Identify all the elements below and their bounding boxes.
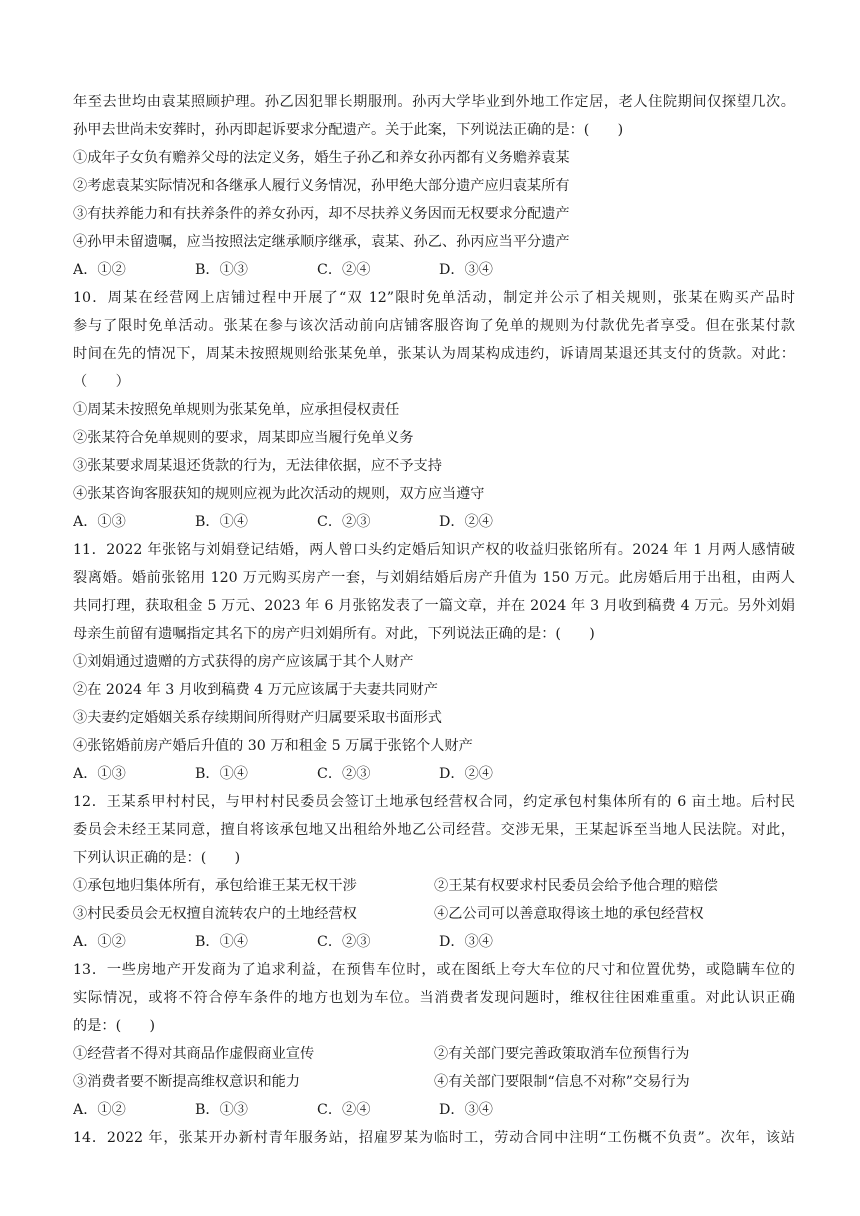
question-12 (73, 792, 795, 960)
option-d: D．③④ (439, 262, 493, 278)
statement: ④张铭婚前房产婚后升值的 30 万和租金 5 万属于张铭个人财产 (73, 738, 473, 754)
question-stem-line: 委员会未经王某同意，擅自将该承包地又出租给外地乙公司经营。交涉无果，王某起诉至当地人民法院。对此， (73, 822, 795, 838)
option-c: C．②③ (317, 766, 371, 782)
statement: ②在 2024 年 3 月收到稿费 4 万元应该属于夫妻共同财产 (73, 682, 438, 698)
question-stem-line: 裂离婚。婚前张铭用 120 万元购买房产一套，与刘娟结婚后房产升值为 150 万元。此房婚后用于出租，由两人 (73, 570, 795, 586)
option-c: C．②④ (317, 262, 371, 278)
option-d: D．③④ (439, 1102, 493, 1118)
statement: ④有关部门要限制“信息不对称”交易行为 (434, 1074, 690, 1090)
question-stem-line: 的是：( ) (73, 1018, 156, 1034)
option-c: C．②④ (317, 1102, 371, 1118)
answer-options (73, 764, 795, 792)
statement-row (73, 1044, 795, 1072)
option-a: A．①② (73, 1102, 126, 1118)
exam-page (73, 92, 795, 1156)
question-stem-line: 共同打理，获取租金 5 万元、2023 年 6 月张铭发表了一篇文章，并在 2024 年 3 月收到稿费 4 万元。另外刘娟 (73, 598, 795, 614)
option-c: C．②③ (317, 514, 371, 530)
option-b: B．①④ (195, 934, 248, 950)
option-b: B．①③ (195, 1102, 248, 1118)
statement: ②有关部门要完善政策取消车位预售行为 (434, 1046, 690, 1062)
question-stem-line: 母亲生前留有遗嘱指定其名下的房产归刘娟所有。对此，下列说法正确的是：( ) (73, 626, 595, 642)
statement-row (73, 904, 795, 932)
question-14 (73, 1128, 795, 1156)
statement: ②张某符合免单规则的要求，周某即应当履行免单义务 (73, 430, 414, 446)
statement: ①刘娟通过遗赠的方式获得的房产应该属于其个人财产 (73, 654, 414, 670)
option-a: A．①② (73, 262, 126, 278)
statement: ④张某咨询客服获知的规则应视为此次活动的规则，双方应当遵守 (73, 486, 485, 502)
statement: ③村民委员会无权擅自流转农户的土地经营权 (73, 906, 357, 922)
statement: ③张某要求周某退还货款的行为，无法律依据，应不予支持 (73, 458, 442, 474)
statement: ④孙甲未留遗嘱，应当按照法定继承顺序继承，袁某、孙乙、孙丙应当平分遗产 (73, 234, 570, 250)
statement: ②考虑袁某实际情况和各继承人履行义务情况，孙甲绝大部分遗产应归袁某所有 (73, 178, 570, 194)
question-stem-line: 孙甲去世尚未安葬时，孙丙即起诉要求分配遗产。关于此案，下列说法正确的是：( ) (73, 122, 624, 138)
question-stem-line: 10．周某在经营网上店铺过程中开展了“双 12”限时免单活动，制定并公示了相关规则，张某在购买产品时 (73, 290, 795, 306)
option-a: A．①② (73, 934, 126, 950)
question-13 (73, 960, 795, 1128)
statement: ③有扶养能力和有扶养条件的养女孙丙，却不尽扶养义务因而无权要求分配遗产 (73, 206, 570, 222)
question-stem-line: 12．王某系甲村村民，与甲村村民委员会签订土地承包经营权合同，约定承包村集体所有的 6 亩土地。后村民 (73, 794, 795, 810)
question-stem-line: 年至去世均由袁某照顾护理。孙乙因犯罪长期服刑。孙丙大学毕业到外地工作定居，老人住院期间仅探望几次。 (73, 94, 795, 110)
question-9 (73, 92, 795, 288)
statement-row (73, 876, 795, 904)
question-10 (73, 288, 795, 540)
answer-options (73, 512, 795, 540)
option-a: A．①③ (73, 766, 126, 782)
question-11 (73, 540, 795, 792)
statement: ④乙公司可以善意取得该土地的承包经营权 (434, 906, 704, 922)
option-d: D．③④ (439, 934, 493, 950)
question-stem-line: 参与了限时免单活动。张某在参与该次活动前向店铺客服咨询了免单的规则为付款优先者享受。但在张某付款 (73, 318, 795, 334)
answer-options (73, 260, 795, 288)
question-stem-line: 14．2022 年，张某开办新村青年服务站，招雇罗某为临时工，劳动合同中注明“工伤概不负责”。次年，该站 (73, 1130, 795, 1146)
question-stem-line: 时间在先的情况下，周某未按照规则给张某免单，张某认为周某构成违约，诉请周某退还其支付的货款。对此： (73, 346, 795, 362)
answer-options (73, 932, 795, 960)
option-b: B．①③ (195, 262, 248, 278)
statement: ①周某未按照免单规则为张某免单，应承担侵权责任 (73, 402, 400, 418)
answer-options (73, 1100, 795, 1128)
question-stem-line: （ ） (73, 374, 130, 390)
statement: ①经营者不得对其商品作虚假商业宣传 (73, 1046, 315, 1062)
option-d: D．②④ (439, 514, 493, 530)
statement: ③消费者要不断提高维权意识和能力 (73, 1074, 301, 1090)
statement: ②王某有权要求村民委员会给予他合理的赔偿 (434, 878, 718, 894)
question-stem-line: 下列认识正确的是：( ) (73, 850, 241, 866)
statement: ①承包地归集体所有，承包给谁王某无权干涉 (73, 878, 357, 894)
option-d: D．②④ (439, 766, 493, 782)
statement-row (73, 1072, 795, 1100)
option-a: A．①③ (73, 514, 126, 530)
option-b: B．①④ (195, 514, 248, 530)
question-stem-line: 11．2022 年张铭与刘娟登记结婚，两人曾口头约定婚后知识产权的收益归张铭所有。2024 年 1 月两人感情破 (73, 542, 795, 558)
option-b: B．①④ (195, 766, 248, 782)
question-stem-line: 实际情况，或将不符合停车条件的地方也划为车位。当消费者发现问题时，维权往往困难重重。对此认识正确 (73, 990, 795, 1006)
statement: ①成年子女负有赡养父母的法定义务，婚生子孙乙和养女孙丙都有义务赡养袁某 (73, 150, 570, 166)
statement: ③夫妻约定婚姻关系存续期间所得财产归属要采取书面形式 (73, 710, 442, 726)
question-stem-line: 13．一些房地产开发商为了追求利益，在预售车位时，或在图纸上夸大车位的尺寸和位置优势，或隐瞒车位的 (73, 962, 795, 978)
option-c: C．②③ (317, 934, 371, 950)
